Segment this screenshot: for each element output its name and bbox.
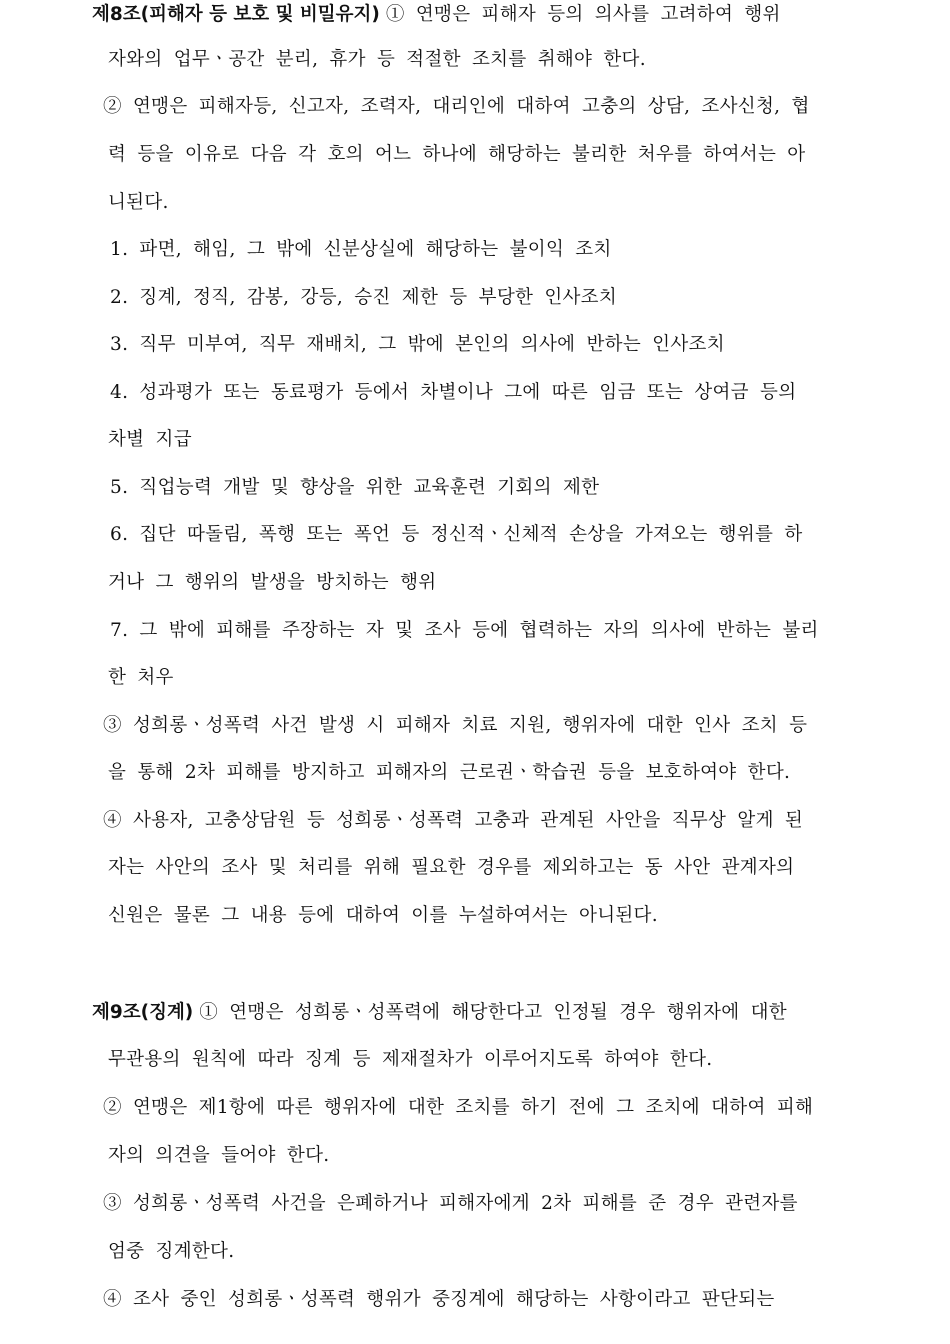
article8-line: 신원은 물론 그 내용 등에 대하여 이를 누설하여서는 아니된다. [108,905,658,926]
article8-line: 2. 징계, 정직, 감봉, 강등, 승진 제한 등 부당한 인사조치 [110,287,618,308]
article8-line: 자와의 업무ㆍ공간 분리, 휴가 등 적절한 조치를 취해야 한다. [108,49,646,70]
article8-line: 력 등을 이유로 다음 각 호의 어느 하나에 해당하는 불리한 처우를 하여서는 아 [108,144,806,165]
article8-line: 을 통해 2차 피해를 방지하고 피해자의 근로권ㆍ학습권 등을 보호하여야 한다. [108,762,791,783]
article8-line: ④ 사용자, 고충상담원 등 성희롱ㆍ성폭력 고충과 관계된 사안을 직무상 알게 된 [103,810,804,831]
article9-line: ② 연맹은 제1항에 따른 행위자에 대한 조치를 하기 전에 그 조치에 대하여 피해 [103,1097,814,1118]
article8-line: 1. 파면, 해임, 그 밖에 신분상실에 해당하는 불이익 조치 [110,239,612,260]
article9-title: 제9조(징계) [92,1002,194,1023]
article9-heading-line [92,998,787,1028]
article8-heading-line [92,0,781,30]
article8-line: 6. 집단 따돌림, 폭행 또는 폭언 등 정신적ㆍ신체적 손상을 가져오는 행위를 하 [110,524,803,545]
article8-line: ② 연맹은 피해자등, 신고자, 조력자, 대리인에 대하여 고충의 상담, 조사신청, 협 [103,96,810,117]
article8-title: 제8조(피해자 등 보호 및 비밀유지) [92,4,380,25]
article9-line: 자의 의견을 들어야 한다. [108,1145,330,1166]
article8-line: 3. 직무 미부여, 직무 재배치, 그 밖에 본인의 의사에 반하는 인사조치 [110,334,725,355]
article8-line: 차별 지급 [108,429,192,450]
article8-line: 거나 그 행위의 발생을 방치하는 행위 [108,572,437,593]
article8-line: 한 처우 [108,667,174,688]
article8-line: ① 연맹은 피해자 등의 의사를 고려하여 행위 [385,4,781,25]
article8-line: 니된다. [108,192,169,213]
article9-line: ③ 성희롱ㆍ성폭력 사건을 은폐하거나 피해자에게 2차 피해를 준 경우 관련자를 [103,1193,798,1214]
article8-line: ③ 성희롱ㆍ성폭력 사건 발생 시 피해자 치료 지원, 행위자에 대한 인사 조치 등 [103,715,808,736]
article9-line: 엄중 징계한다. [108,1241,235,1262]
article8-line: 4. 성과평가 또는 동료평가 등에서 차별이나 그에 따른 임금 또는 상여금 등의 [110,382,797,403]
article9-line: ① 연맹은 성희롱ㆍ성폭력에 해당한다고 인정될 경우 행위자에 대한 [199,1002,787,1023]
article8-line: 자는 사안의 조사 및 처리를 위해 필요한 경우를 제외하고는 동 사안 관계자의 [108,857,795,878]
article8-line: 5. 직업능력 개발 및 향상을 위한 교육훈련 기회의 제한 [110,477,600,498]
article9-line: ④ 조사 중인 성희롱ㆍ성폭력 행위가 중징계에 해당하는 사항이라고 판단되는 [103,1289,775,1310]
article8-line: 7. 그 밖에 피해를 주장하는 자 및 조사 등에 협력하는 자의 의사에 반하는 불리 [110,620,819,641]
article9-line: 무관용의 원칙에 따라 징계 등 제재절차가 이루어지도록 하여야 한다. [108,1049,713,1070]
